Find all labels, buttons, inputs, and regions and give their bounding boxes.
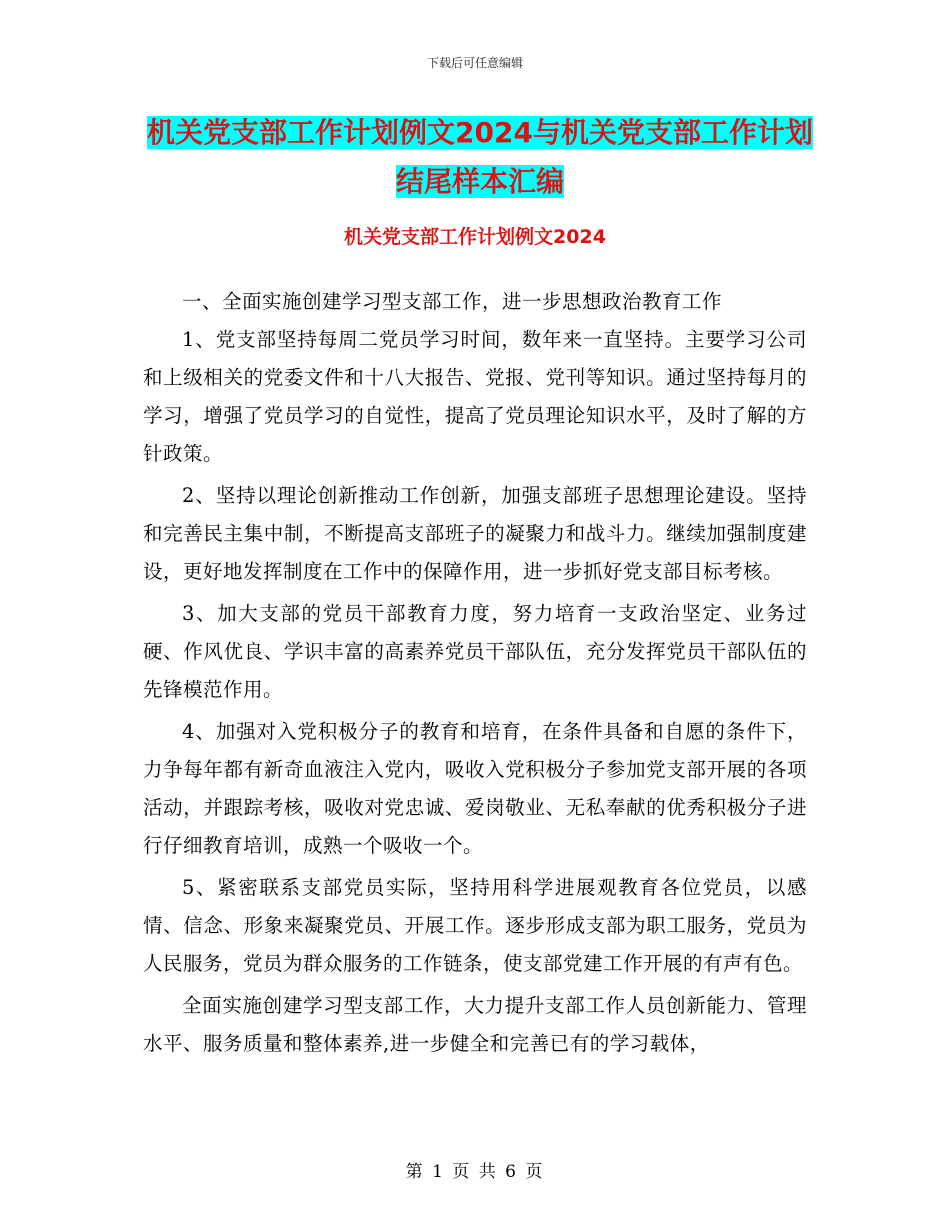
paragraph: 5、紧密联系支部党员实际，坚持用科学进展观教育各位党员，以感情、信念、形象来凝聚党员、开展工作。逐步形成支部为职工服务，党员为人民服务，党员为群众服务的工作链条，使支部党建工作开展的有声有色。 <box>143 876 807 975</box>
paragraph: 全面实施创建学习型支部工作，大力提升支部工作人员创新能力、管理水平、服务质量和整体素养,进一步健全和完善已有的学习载体， <box>143 994 807 1055</box>
paragraph: 1、党支部坚持每周二党员学习时间，数年来一直坚持。主要学习公司和上级相关的党委文件和十八大报告、党报、党刊等知识。通过坚持每月的学习，增强了党员学习的自觉性，提高了党员理论知识水平，及时了解的方针政策。 <box>143 328 807 465</box>
paragraph: 2、坚持以理论创新推动工作创新，加强支部班子思想理论建设。坚持和完善民主集中制，不断提高支部班子的凝聚力和战斗力。继续加强制度建设，更好地发挥制度在工作中的保障作用，进一步抓好党支部目标考核。 <box>143 484 807 583</box>
paragraph: 3、加大支部的党员干部教育力度，努力培育一支政治坚定、业务过硬、作风优良、学识丰富的高素养党员干部队伍，充分发挥党员干部队伍的先锋模范作用。 <box>143 602 807 701</box>
paragraph: 一、全面实施创建学习型支部工作，进一步思想政治教育工作 <box>182 290 723 313</box>
header-note: 下载后可任意编辑 <box>426 56 523 70</box>
paragraph: 4、加强对入党积极分子的教育和培育，在条件具备和自愿的条件下，力争每年都有新奇血液注入党内，吸收入党积极分子参加党支部开展的各项活动，并跟踪考核，吸收对党忠诚、爱岗敬业、无私奉献的优秀积极分子进行仔细教育培训，成熟一个吸收一个。 <box>143 720 807 857</box>
section-title: 机关党支部工作计划例文2024 <box>344 226 606 248</box>
page-footer: 第 1 页 共 6 页 <box>405 1162 545 1182</box>
document-title-line-2: 结尾样本汇编 <box>395 165 564 198</box>
document-title-line-1: 机关党支部工作计划例文2024与机关党支部工作计划 <box>147 116 813 149</box>
document-body <box>143 283 807 1063</box>
document-title <box>140 108 820 206</box>
